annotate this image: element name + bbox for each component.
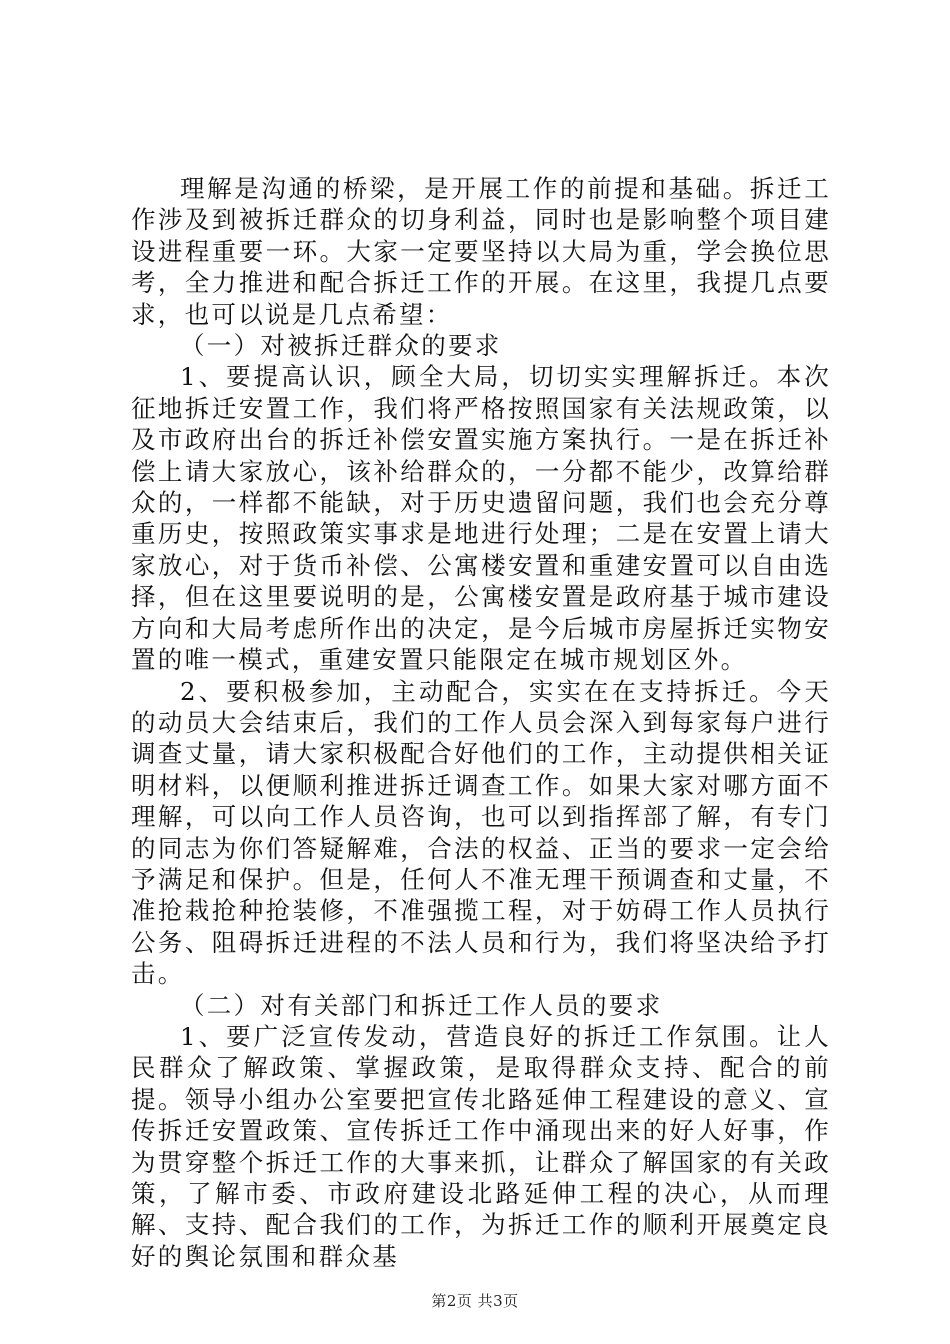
section-heading-1: （一）对被拆迁群众的要求 (180, 331, 502, 361)
paragraph-2-1: 1、要广泛宣传发动，营造良好的拆迁工作氛围。让人民群众了解政策、掌握政策，是取得群众支持、配合的前提。领导小组办公室要把宣传北路延伸工程建设的意义、宣传拆迁安置政策、宣传拆迁工作中涌现出来的好人好事，作为贯穿整个拆迁工作的大事来抓，让群众了解国家的有关政策，了解市委、市政府建设北路延伸工程的决心，从而理解、支持、配合我们的工作，为拆迁工作的顺利开展奠定良好的舆论氛围和群众基 (131, 1021, 831, 1271)
paragraph-intro: 理解是沟通的桥梁，是开展工作的前提和基础。拆迁工作涉及到被拆迁群众的切身利益，同时也是影响整个项目建设进程重要一环。大家一定要坚持以大局为重，学会换位思考，全力推进和配合拆迁工作的开展。在这里，我提几点要求，也可以说是几点希望： (131, 174, 831, 329)
section-heading-2: （二）对有关部门和拆迁工作人员的要求 (180, 990, 663, 1020)
document-body (131, 173, 831, 1272)
paragraph-1-2: 2、要积极参加，主动配合，实实在在支持拆迁。今天的动员大会结束后，我们的工作人员会深入到每家每户进行调查丈量，请大家积极配合好他们的工作，主动提供相关证明材料，以便顺利推进拆迁调查工作。如果大家对哪方面不理解，可以向工作人员咨询，也可以到指挥部了解，有专门的同志为你们答疑解难，合法的权益、正当的要求一定会给予满足和保护。但是，任何人不准无理干预调查和丈量，不准抢栽抢种抢装修，不准强揽工程，对于妨碍工作人员执行公务、阻碍拆迁进程的不法人员和行为，我们将坚决给予打击。 (131, 676, 831, 989)
paragraph-1-1: 1、要提高认识，顾全大局，切切实实理解拆迁。本次征地拆迁安置工作，我们将严格按照国家有关法规政策，以及市政府出台的拆迁补偿安置实施方案执行。一是在拆迁补偿上请大家放心，该补给群众的，一分都不能少，改算给群众的，一样都不能缺，对于历史遗留问题，我们也会充分尊重历史，按照政策实事求是地进行处理；二是在安置上请大家放心，对于货币补偿、公寓楼安置和重建安置可以自由选择，但在这里要说明的是，公寓楼安置是政府基于城市建设方向和大局考虑所作出的决定，是今后城市房屋拆迁实物安置的唯一模式，重建安置只能限定在城市规划区外。 (131, 362, 831, 675)
page-footer: 第2页 共3页 (431, 1292, 519, 1310)
